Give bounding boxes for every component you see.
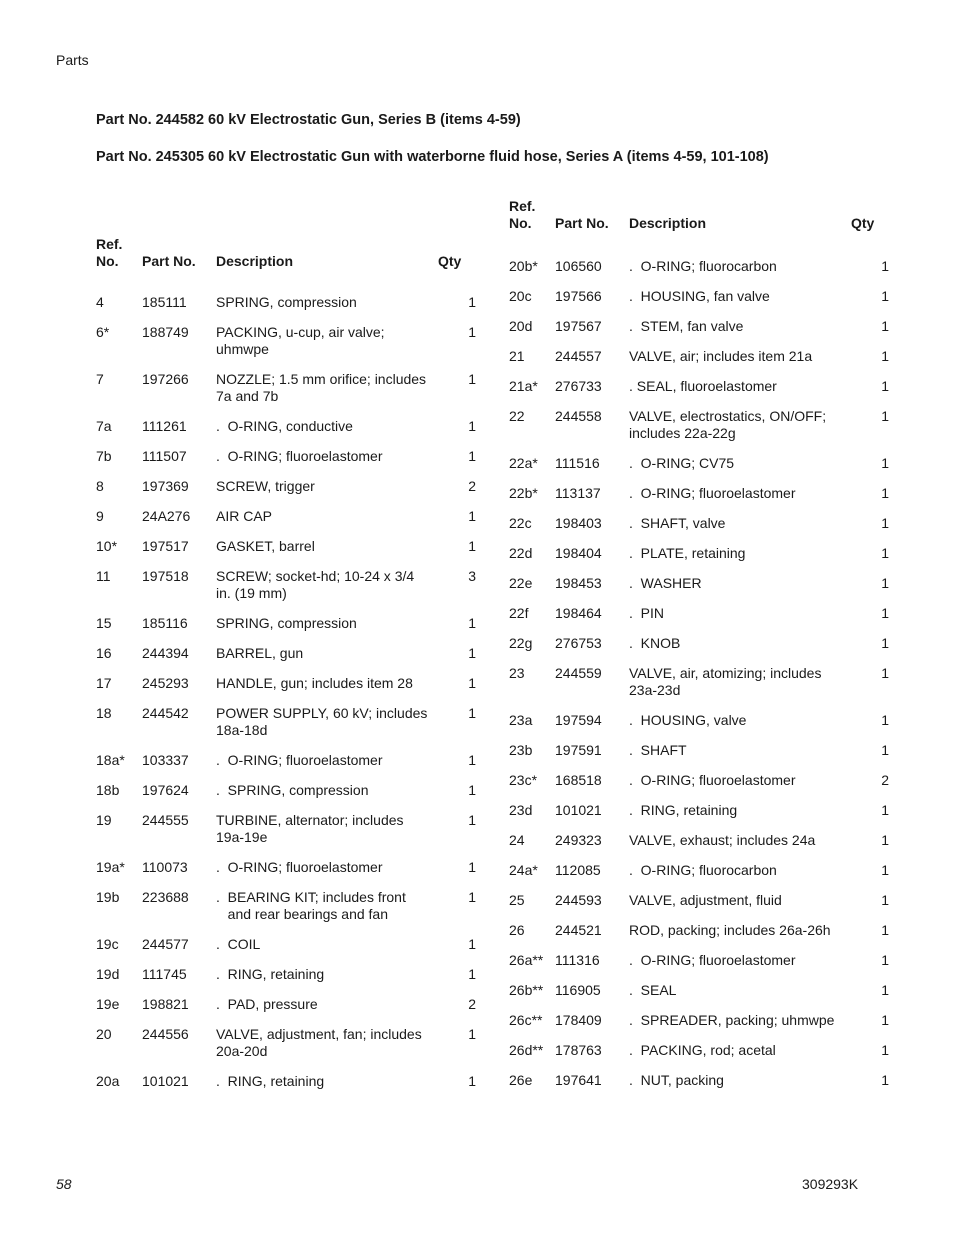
part-no-cell: 197517 (142, 538, 189, 554)
part-no-header: Part No. (555, 215, 609, 231)
description-cell: SPRING, compression (216, 615, 357, 631)
description-cell: . HOUSING, valve (629, 712, 747, 728)
part-no-cell: 197566 (555, 288, 602, 304)
description-cell: . NUT, packing (629, 1072, 724, 1088)
description-cell: . O-RING; fluoroelastomer (629, 952, 796, 968)
page-title-2: Part No. 245305 60 kV Electrostatic Gun with waterborne fluid hose, Series A (items 4-59, 101-108) (96, 149, 769, 165)
qty-cell: 1 (881, 832, 889, 848)
table-row (509, 348, 889, 365)
qty-cell: 2 (468, 478, 476, 494)
part-no-cell: 197266 (142, 371, 189, 387)
part-no-cell: 197624 (142, 782, 189, 798)
table-row (96, 812, 476, 846)
ref-no-cell: 23a (509, 712, 533, 728)
description-cell: BARREL, gun (216, 645, 304, 661)
qty-cell: 1 (468, 936, 476, 952)
qty-cell: 1 (881, 802, 889, 818)
qty-cell: 1 (468, 859, 476, 875)
part-no-cell: 198453 (555, 575, 602, 591)
ref-no-cell: 26e (509, 1072, 533, 1088)
description-cell: . SPREADER, packing; uhmwpe (629, 1012, 835, 1028)
ref-no-cell: 26d** (509, 1042, 544, 1058)
description-cell: . BEARING KIT; includes front and rear bearings and fan (216, 889, 406, 922)
table-row (96, 859, 476, 876)
table-row (509, 605, 889, 622)
ref-no-cell: 11 (96, 568, 111, 584)
part-no-cell: 249323 (555, 832, 602, 848)
description-cell: HANDLE, gun; includes item 28 (216, 675, 413, 691)
table-row (96, 324, 476, 358)
table-row (509, 485, 889, 502)
qty-cell: 1 (881, 408, 889, 424)
table-row (509, 575, 889, 592)
ref-no-cell: 23c* (509, 772, 538, 788)
description-cell: VALVE, adjustment, fan; includes 20a-20d (216, 1026, 422, 1059)
ref-no-cell: 22a* (509, 455, 538, 471)
part-no-cell: 188749 (142, 324, 189, 340)
description-cell: SCREW; socket-hd; 10-24 x 3/4 in. (19 mm) (216, 568, 415, 601)
part-no-cell: 197567 (555, 318, 602, 334)
description-cell: . PLATE, retaining (629, 545, 746, 561)
ref-no-cell: 26 (509, 922, 525, 938)
table-header (509, 198, 889, 232)
qty-cell: 1 (468, 371, 476, 387)
part-no-cell: 197518 (142, 568, 189, 584)
page-number: 58 (56, 1176, 72, 1192)
qty-cell: 1 (881, 318, 889, 334)
table-row (96, 645, 476, 662)
description-cell: . STEM, fan valve (629, 318, 744, 334)
part-no-cell: 112085 (555, 862, 601, 878)
part-no-cell: 197594 (555, 712, 602, 728)
qty-cell: 1 (468, 448, 476, 464)
table-row (509, 635, 889, 652)
description-cell: . O-RING; fluoroelastomer (216, 859, 383, 875)
description-header: Description (216, 253, 294, 269)
table-row (509, 712, 889, 729)
table-row (509, 922, 889, 939)
table-row (96, 936, 476, 953)
part-no-cell: 116905 (555, 982, 601, 998)
qty-cell: 1 (881, 922, 889, 938)
ref-no-cell: 4 (96, 294, 104, 310)
qty-cell: 1 (881, 1042, 889, 1058)
description-cell: SCREW, trigger (216, 478, 315, 494)
part-no-cell: 197591 (555, 742, 602, 758)
description-cell: . PACKING, rod; acetal (629, 1042, 776, 1058)
ref-no-cell: 7 (96, 371, 104, 387)
qty-cell: 1 (881, 952, 889, 968)
description-cell: PACKING, u-cup, air valve; uhmwpe (216, 324, 385, 357)
ref-no-cell: 19e (96, 996, 120, 1012)
part-no-cell: 103337 (142, 752, 189, 768)
table-row (509, 665, 889, 699)
qty-cell: 1 (881, 712, 889, 728)
section-label: Parts (56, 52, 89, 68)
qty-cell: 1 (881, 862, 889, 878)
part-no-cell: 111516 (555, 455, 600, 471)
part-no-cell: 198403 (555, 515, 602, 531)
ref-no-header: Ref. No. (509, 198, 536, 231)
table-rows (509, 258, 889, 1089)
table-row (509, 1012, 889, 1029)
table-row (96, 1073, 476, 1090)
table-row (96, 448, 476, 465)
ref-no-cell: 22 (509, 408, 525, 424)
part-no-header: Part No. (142, 253, 196, 269)
table-row (509, 982, 889, 999)
table-header (96, 236, 476, 270)
qty-cell: 1 (881, 982, 889, 998)
ref-no-cell: 6* (96, 324, 110, 340)
description-cell: . O-RING; fluoroelastomer (216, 752, 383, 768)
ref-no-header: Ref. No. (96, 236, 123, 269)
document-number: 309293K (802, 1176, 859, 1192)
qty-cell: 1 (881, 665, 889, 681)
table-row (96, 478, 476, 495)
ref-no-cell: 24 (509, 832, 525, 848)
part-no-cell: 244593 (555, 892, 602, 908)
table-row (96, 996, 476, 1013)
qty-cell: 1 (881, 485, 889, 501)
description-cell: POWER SUPPLY, 60 kV; includes 18a-18d (216, 705, 428, 738)
part-no-cell: 244521 (555, 922, 602, 938)
part-no-cell: 111507 (142, 448, 187, 464)
ref-no-cell: 19d (96, 966, 120, 982)
description-cell: . O-RING; CV75 (629, 455, 735, 471)
part-no-cell: 197641 (555, 1072, 602, 1088)
qty-cell: 1 (881, 892, 889, 908)
description-cell: . HOUSING, fan valve (629, 288, 770, 304)
description-cell: AIR CAP (216, 508, 273, 524)
table-row (96, 705, 476, 739)
qty-cell: 1 (468, 1073, 476, 1089)
part-no-cell: 244394 (142, 645, 189, 661)
part-no-cell: 178409 (555, 1012, 602, 1028)
ref-no-cell: 20d (509, 318, 533, 334)
qty-cell: 1 (881, 378, 889, 394)
ref-no-cell: 15 (96, 615, 112, 631)
qty-cell: 1 (468, 889, 476, 905)
ref-no-cell: 19c (96, 936, 119, 952)
table-row (509, 772, 889, 789)
qty-header: Qty (851, 215, 875, 231)
ref-no-cell: 22f (509, 605, 529, 621)
part-no-cell: 198464 (555, 605, 602, 621)
part-no-cell: 244577 (142, 936, 189, 952)
ref-no-cell: 24a* (509, 862, 538, 878)
table-row (509, 862, 889, 879)
table-row (509, 952, 889, 969)
ref-no-cell: 23b (509, 742, 533, 758)
table-row (96, 675, 476, 692)
description-cell: . O-RING, conductive (216, 418, 353, 434)
description-cell: GASKET, barrel (216, 538, 315, 554)
table-row (96, 966, 476, 983)
description-cell: VALVE, air, atomizing; includes 23a-23d (629, 665, 822, 698)
table-row (509, 408, 889, 442)
description-cell: . SHAFT (629, 742, 687, 758)
part-no-cell: 111745 (142, 966, 187, 982)
description-cell: . O-RING; fluorocarbon (629, 258, 777, 274)
description-cell: . RING, retaining (216, 966, 325, 982)
part-no-cell: 106560 (555, 258, 602, 274)
part-no-cell: 276753 (555, 635, 602, 651)
description-cell: ROD, packing; includes 26a-26h (629, 922, 831, 938)
qty-cell: 1 (881, 742, 889, 758)
qty-cell: 1 (881, 575, 889, 591)
table-row (509, 892, 889, 909)
description-cell: . O-RING; fluoroelastomer (629, 485, 796, 501)
description-cell: NOZZLE; 1.5 mm orifice; includes 7a and 7b (216, 371, 427, 404)
table-row (509, 515, 889, 532)
ref-no-cell: 10* (96, 538, 118, 554)
page-title-1: Part No. 244582 60 kV Electrostatic Gun, Series B (items 4-59) (96, 112, 521, 128)
table-row (96, 538, 476, 555)
part-no-cell: 198821 (142, 996, 189, 1012)
part-no-cell: 223688 (142, 889, 189, 905)
ref-no-cell: 17 (96, 675, 112, 691)
table-row (96, 1026, 476, 1060)
ref-no-cell: 22c (509, 515, 532, 531)
ref-no-cell: 7b (96, 448, 112, 464)
description-cell: . O-RING; fluoroelastomer (629, 772, 796, 788)
ref-no-cell: 20 (96, 1026, 112, 1042)
qty-cell: 1 (468, 615, 476, 631)
table-row (509, 1042, 889, 1059)
ref-no-cell: 26c** (509, 1012, 543, 1028)
part-no-cell: 244555 (142, 812, 189, 828)
ref-no-cell: 22b* (509, 485, 538, 501)
qty-cell: 1 (881, 288, 889, 304)
table-row (509, 742, 889, 759)
part-no-cell: 178763 (555, 1042, 602, 1058)
qty-cell: 1 (468, 966, 476, 982)
ref-no-cell: 22g (509, 635, 533, 651)
ref-no-cell: 26a** (509, 952, 544, 968)
part-no-cell: 198404 (555, 545, 602, 561)
ref-no-cell: 19 (96, 812, 112, 828)
part-no-cell: 244557 (555, 348, 602, 364)
qty-cell: 1 (468, 812, 476, 828)
part-no-cell: 24A276 (142, 508, 191, 524)
table-rows (96, 294, 476, 1090)
qty-cell: 1 (468, 782, 476, 798)
ref-no-cell: 23d (509, 802, 533, 818)
table-row (96, 615, 476, 632)
ref-no-cell: 18b (96, 782, 120, 798)
qty-cell: 2 (468, 996, 476, 1012)
ref-no-cell: 19a* (96, 859, 125, 875)
qty-cell: 3 (468, 568, 476, 584)
qty-cell: 2 (881, 772, 889, 788)
description-cell: . PIN (629, 605, 665, 621)
part-no-cell: 244556 (142, 1026, 189, 1042)
description-cell: . SPRING, compression (216, 782, 369, 798)
ref-no-cell: 23 (509, 665, 525, 681)
description-cell: . O-RING; fluorocarbon (629, 862, 777, 878)
table-row (509, 1072, 889, 1089)
qty-cell: 1 (468, 1026, 476, 1042)
part-no-cell: 197369 (142, 478, 189, 494)
part-no-cell: 101021 (142, 1073, 189, 1089)
qty-cell: 1 (468, 418, 476, 434)
description-cell: SPRING, compression (216, 294, 357, 310)
table-row (96, 508, 476, 525)
part-no-cell: 111316 (555, 952, 600, 968)
ref-no-cell: 22e (509, 575, 533, 591)
ref-no-cell: 25 (509, 892, 525, 908)
part-no-cell: 185111 (142, 294, 187, 310)
ref-no-cell: 9 (96, 508, 104, 524)
ref-no-cell: 21a* (509, 378, 538, 394)
part-no-cell: 244558 (555, 408, 602, 424)
qty-cell: 1 (468, 324, 476, 340)
qty-header: Qty (438, 253, 462, 269)
qty-cell: 1 (468, 752, 476, 768)
description-cell: . RING, retaining (216, 1073, 325, 1089)
description-cell: . SHAFT, valve (629, 515, 726, 531)
table-row (96, 371, 476, 405)
table-row (509, 802, 889, 819)
part-no-cell: 101021 (555, 802, 602, 818)
description-cell: . O-RING; fluoroelastomer (216, 448, 383, 464)
part-no-cell: 110073 (142, 859, 188, 875)
ref-no-cell: 18a* (96, 752, 125, 768)
part-no-cell: 113137 (555, 485, 601, 501)
description-cell: . RING, retaining (629, 802, 738, 818)
table-row (96, 568, 476, 602)
ref-no-cell: 7a (96, 418, 112, 434)
qty-cell: 1 (881, 605, 889, 621)
description-cell: TURBINE, alternator; includes 19a-19e (216, 812, 404, 845)
ref-no-cell: 20b* (509, 258, 538, 274)
table-row (96, 752, 476, 769)
table-row (96, 889, 476, 923)
qty-cell: 1 (468, 538, 476, 554)
part-no-cell: 276733 (555, 378, 602, 394)
parts-table-right (509, 198, 889, 1102)
part-no-cell: 245293 (142, 675, 189, 691)
description-cell: . SEAL, fluoroelastomer (629, 378, 777, 394)
ref-no-cell: 19b (96, 889, 120, 905)
table-row (96, 782, 476, 799)
table-row (96, 294, 476, 311)
qty-cell: 1 (468, 645, 476, 661)
description-cell: VALVE, adjustment, fluid (629, 892, 782, 908)
ref-no-cell: 26b** (509, 982, 544, 998)
qty-cell: 1 (881, 348, 889, 364)
table-row (509, 258, 889, 275)
qty-cell: 1 (881, 515, 889, 531)
qty-cell: 1 (881, 545, 889, 561)
description-cell: . WASHER (629, 575, 702, 591)
qty-cell: 1 (468, 508, 476, 524)
part-no-cell: 168518 (555, 772, 602, 788)
description-cell: . PAD, pressure (216, 996, 318, 1012)
ref-no-cell: 21 (509, 348, 525, 364)
ref-no-cell: 18 (96, 705, 112, 721)
ref-no-cell: 16 (96, 645, 112, 661)
description-cell: . KNOB (629, 635, 681, 651)
qty-cell: 1 (881, 455, 889, 471)
table-row (509, 832, 889, 849)
part-no-cell: 244559 (555, 665, 602, 681)
description-cell: VALVE, electrostatics, ON/OFF; includes 22a-22g (629, 408, 827, 441)
part-no-cell: 244542 (142, 705, 189, 721)
ref-no-cell: 20a (96, 1073, 120, 1089)
description-cell: VALVE, exhaust; includes 24a (629, 832, 816, 848)
ref-no-cell: 20c (509, 288, 532, 304)
part-no-cell: 185116 (142, 615, 188, 631)
description-cell: . SEAL (629, 982, 677, 998)
description-cell: VALVE, air; includes item 21a (629, 348, 813, 364)
qty-cell: 1 (881, 258, 889, 274)
qty-cell: 1 (468, 675, 476, 691)
description-header: Description (629, 215, 707, 231)
qty-cell: 1 (881, 635, 889, 651)
table-row (509, 378, 889, 395)
qty-cell: 1 (881, 1012, 889, 1028)
qty-cell: 1 (468, 294, 476, 310)
table-row (509, 455, 889, 472)
qty-cell: 1 (881, 1072, 889, 1088)
table-row (96, 418, 476, 435)
parts-table-left (96, 236, 476, 1103)
table-row (509, 318, 889, 335)
ref-no-cell: 22d (509, 545, 533, 561)
qty-cell: 1 (468, 705, 476, 721)
ref-no-cell: 8 (96, 478, 104, 494)
description-cell: . COIL (216, 936, 261, 952)
table-row (509, 545, 889, 562)
part-no-cell: 111261 (142, 418, 187, 434)
table-row (509, 288, 889, 305)
